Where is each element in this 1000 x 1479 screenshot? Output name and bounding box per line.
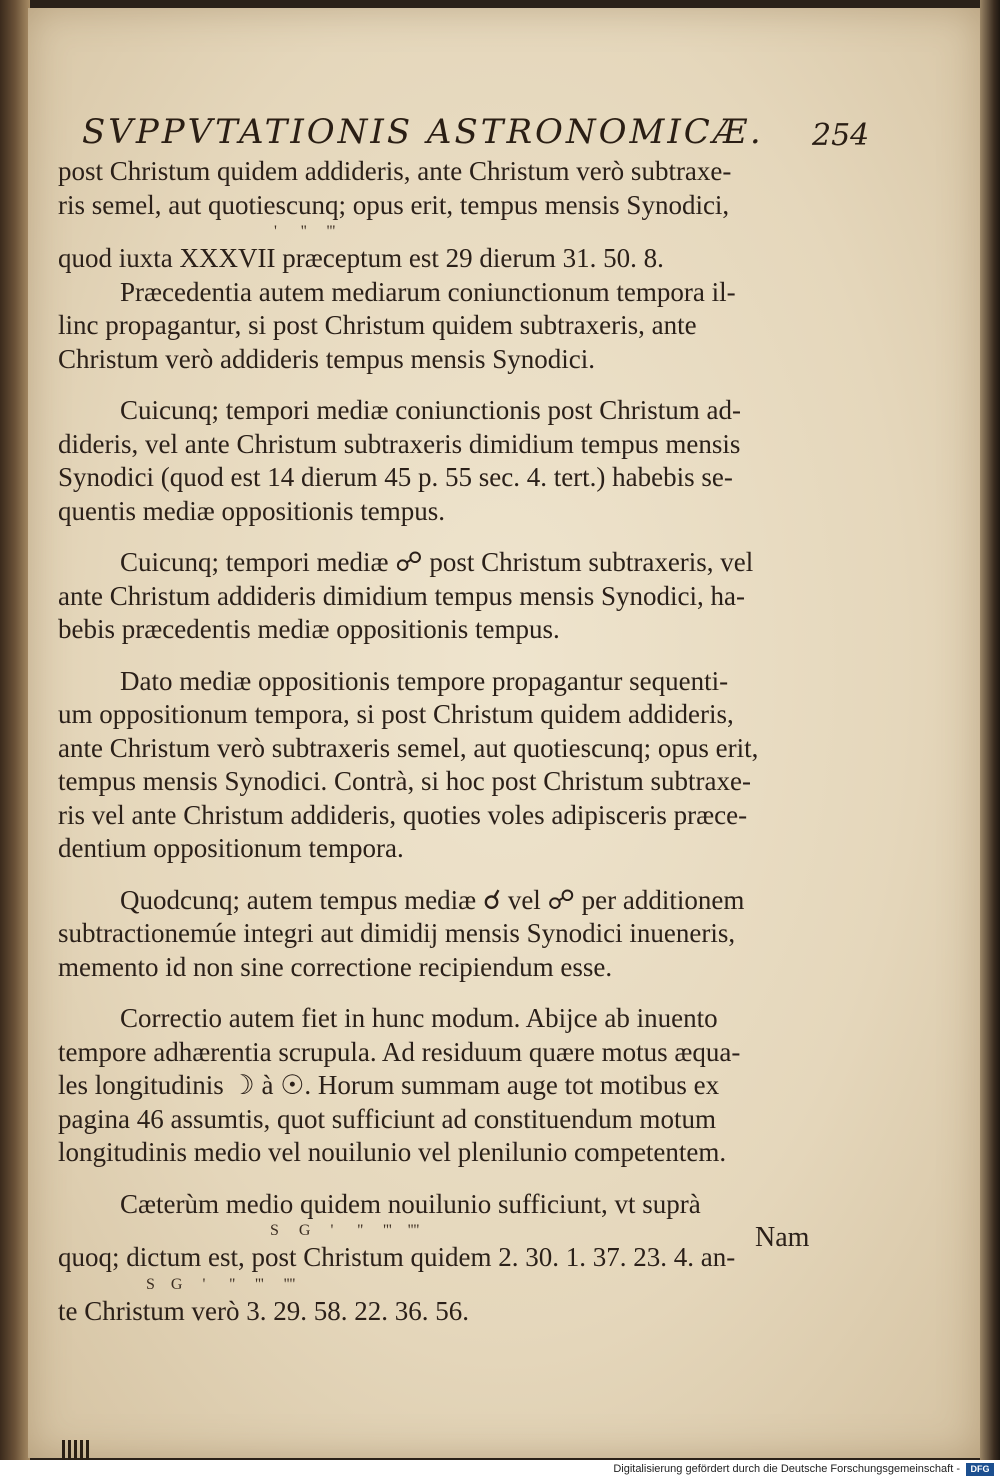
footer-bar xyxy=(0,1460,1000,1479)
superscript-markers: S G ' '' ''' '''' xyxy=(58,1222,420,1239)
paragraph-3 xyxy=(58,394,828,528)
text-line: les longitudinis ☽ à ☉. Horum summam auge tot motibus ex xyxy=(58,1070,720,1100)
page-edge xyxy=(980,0,1000,1460)
running-head: SVPPVTATIONIS ASTRONOMICÆ. xyxy=(82,112,764,152)
text-line: Cuicunq; tempori mediæ ☍ post Christum subtraxeris, vel xyxy=(120,547,754,577)
paragraph-4 xyxy=(58,546,828,647)
paragraph-8 xyxy=(58,1188,828,1329)
book-gutter xyxy=(0,0,30,1460)
superscript-markers: S G ' '' ''' '''' xyxy=(58,1275,296,1293)
text-line: Synodici (quod est 14 dierum 45 p. 55 sec. 4. tert.) habebis se- xyxy=(58,462,733,492)
text-line: Correctio autem fiet in hunc modum. Abijce ab inuento xyxy=(120,1003,718,1033)
dfg-logo-icon: DFG xyxy=(966,1463,994,1476)
text-line: Cæterùm medio quidem nouilunio sufficiunt, vt suprà xyxy=(120,1188,701,1219)
text-line: dentium oppositionum tempora. xyxy=(58,833,404,863)
binding-mark xyxy=(62,1440,90,1460)
text-line: Præcedentia autem mediarum coniunctionum tempora il- xyxy=(120,276,736,307)
text-line: ris vel ante Christum addideris, quoties voles adipisceris præce- xyxy=(58,799,748,830)
text-line: Christum verò addideris tempus mensis Synodici. xyxy=(58,343,595,374)
text-line: tempore adhærentia scrupula. Ad residuum quære motus æqua- xyxy=(58,1036,741,1067)
text-line: post Christum quidem addideris, ante Christum verò subtraxe- xyxy=(58,156,732,186)
text-line: tempus mensis Synodici. Contrà, si hoc post Christum subtraxe- xyxy=(58,766,751,796)
text-line: dideris, vel ante Christum subtraxeris dimidium tempus mensis xyxy=(58,428,741,459)
text-line: bebis præcedentis mediæ oppositionis tempus. xyxy=(58,614,560,644)
paragraph-6 xyxy=(58,884,828,985)
text-line: ante Christum addideris dimidium tempus mensis Synodici, ha- xyxy=(58,580,745,611)
text-line: memento id non sine correctione recipiendum esse. xyxy=(58,951,613,982)
text-line: ante Christum verò subtraxeris semel, aut quotiescunq; opus erit, xyxy=(58,732,759,763)
page-number: 254 xyxy=(812,118,870,153)
catchword: Nam xyxy=(755,1222,810,1253)
text-line: linc propagantur, si post Christum quidem subtraxeris, ante xyxy=(58,310,697,340)
text-line: quoq; dictum est, post Christum quidem 2. 30. 1. 37. 23. 4. an- xyxy=(58,1242,736,1272)
text-line: Quodcunq; autem tempus mediæ ☌ vel ☍ per additionem xyxy=(120,884,745,915)
superscript-markers: ' '' ''' xyxy=(58,223,336,240)
paragraph-7 xyxy=(58,1002,828,1170)
body-text xyxy=(58,155,828,1328)
funding-credit: Digitalisierung gefördert durch die Deutsche Forschungsgemeinschaft - xyxy=(613,1463,960,1475)
text-line: um oppositionum tempora, si post Christum quidem addideris, xyxy=(58,699,734,729)
paragraph-2 xyxy=(58,276,828,377)
text-line: subtractionemúe integri aut dimidij mensis Synodici inueneris, xyxy=(58,918,736,948)
paragraph-5 xyxy=(58,665,828,866)
text-line: longitudinis medio vel nouilunio vel plenilunio competentem. xyxy=(58,1137,727,1167)
text-line: pagina 46 assumtis, quot sufficiunt ad constituendum motum xyxy=(58,1103,716,1134)
text-line: quod iuxta XXXVII præceptum est 29 dierum 31. 50. 8. xyxy=(58,243,664,273)
text-line: Dato mediæ oppositionis tempore propagantur sequenti- xyxy=(120,665,729,696)
text-line: quentis mediæ oppositionis tempus. xyxy=(58,495,446,526)
text-line: Cuicunq; tempori mediæ coniunctionis post Christum ad- xyxy=(120,395,741,425)
text-line: ris semel, aut quotiescunq; opus erit, tempus mensis Synodici, xyxy=(58,189,730,220)
paragraph-1 xyxy=(58,155,828,276)
text-line: te Christum verò 3. 29. 58. 22. 36. 56. xyxy=(58,1295,469,1326)
